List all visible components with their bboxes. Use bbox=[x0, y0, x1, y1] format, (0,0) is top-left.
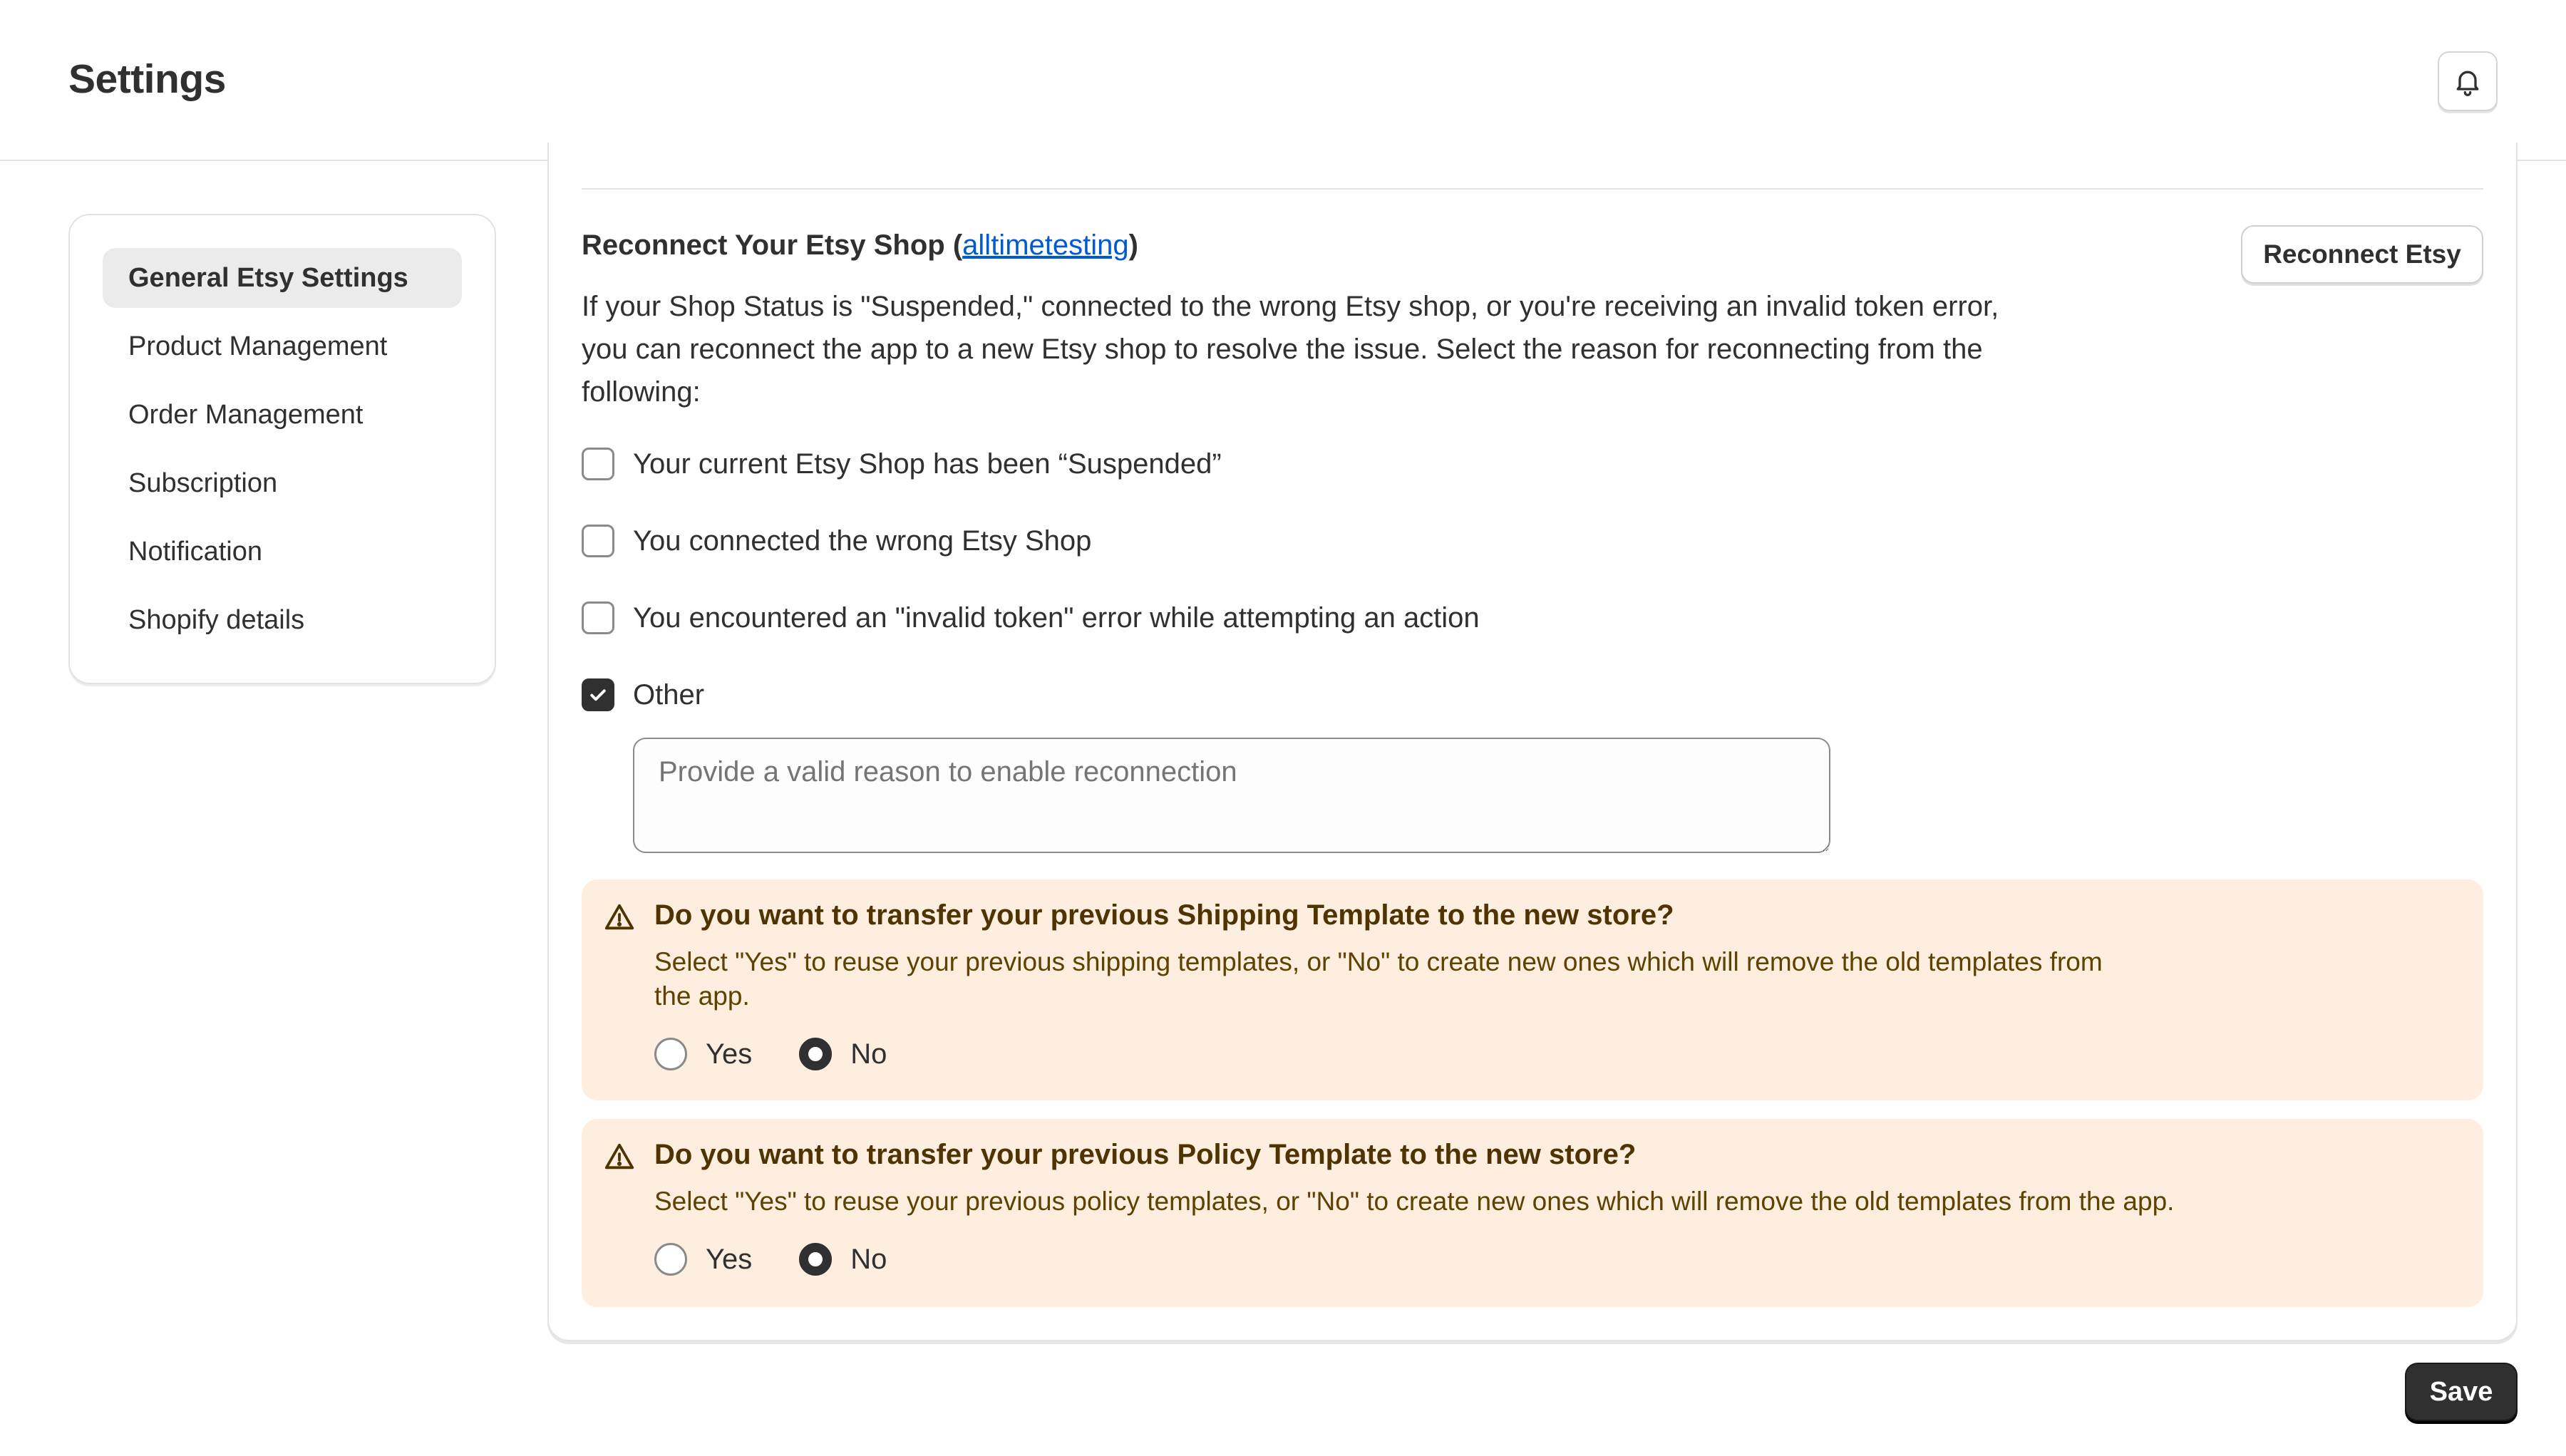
reconnect-etsy-button[interactable]: Reconnect Etsy bbox=[2241, 225, 2483, 284]
shipping-template-banner bbox=[582, 879, 2483, 1100]
sidebar-item-general-etsy-settings[interactable]: General Etsy Settings bbox=[103, 248, 462, 308]
section-divider bbox=[582, 188, 2483, 190]
sidebar-item-order-management[interactable]: Order Management bbox=[128, 399, 364, 430]
reason-invalid-token[interactable] bbox=[582, 600, 1480, 636]
reconnect-heading-text: Reconnect Your Etsy Shop ( bbox=[582, 229, 963, 261]
bell-icon bbox=[2452, 66, 2483, 97]
shipping-transfer-radio-group bbox=[654, 1038, 934, 1070]
other-reason-input[interactable] bbox=[633, 738, 1830, 853]
shipping-yes-radio[interactable] bbox=[654, 1038, 687, 1070]
checkmark-icon bbox=[587, 684, 609, 706]
reason-wrong-shop-checkbox[interactable] bbox=[582, 525, 614, 557]
reason-wrong-shop[interactable] bbox=[582, 523, 1091, 559]
sidebar-item-shopify-details[interactable]: Shopify details bbox=[128, 604, 305, 635]
reason-other-label: Other bbox=[633, 678, 705, 711]
reason-suspended-label: Your current Etsy Shop has been “Suspended” bbox=[633, 448, 1222, 480]
warning-icon bbox=[603, 1140, 636, 1173]
shipping-banner-text bbox=[654, 945, 2103, 1013]
reason-other-checkbox[interactable] bbox=[582, 678, 614, 711]
settings-sidebar bbox=[68, 214, 496, 684]
policy-template-banner bbox=[582, 1119, 2483, 1307]
reason-invalid-token-label: You encountered an "invalid token" error while attempting an action bbox=[633, 601, 1480, 634]
top-bar bbox=[0, 0, 2566, 161]
sidebar-item-notification[interactable]: Notification bbox=[128, 536, 262, 567]
reason-suspended[interactable] bbox=[582, 446, 1222, 482]
shipping-yes-label[interactable]: Yes bbox=[706, 1038, 753, 1070]
notification-button[interactable] bbox=[2438, 51, 2498, 111]
reason-other[interactable] bbox=[582, 677, 704, 713]
shipping-no-label[interactable]: No bbox=[850, 1038, 887, 1070]
policy-banner-text: Select "Yes" to reuse your previous policy templates, or "No" to create new ones which will remove the old templates from the app. bbox=[654, 1187, 2175, 1216]
sidebar-item-product-management[interactable]: Product Management bbox=[128, 331, 388, 361]
shipping-banner-text-line2: the app. bbox=[654, 981, 750, 1011]
policy-no-radio[interactable] bbox=[799, 1243, 832, 1276]
reconnect-heading-suffix: ) bbox=[1128, 229, 1138, 261]
reconnect-description: If your Shop Status is "Suspended," connected to the wrong Etsy shop, or you're receiving an invalid token error, you can reconnect the app to a new Etsy shop to resolve the issue. Select the reason for reconnecting from the following: bbox=[582, 291, 1999, 408]
shop-name-link[interactable]: alltimetesting bbox=[962, 229, 1129, 261]
page-title: Settings bbox=[68, 56, 226, 102]
policy-transfer-radio-group bbox=[654, 1243, 934, 1276]
sidebar-item-subscription[interactable]: Subscription bbox=[128, 468, 278, 498]
shipping-banner-text-line1: Select "Yes" to reuse your previous shipping templates, or "No" to create new ones which will remove the old templates from bbox=[654, 947, 2103, 976]
reconnect-heading bbox=[582, 229, 1138, 262]
reason-suspended-checkbox[interactable] bbox=[582, 448, 614, 480]
warning-icon bbox=[603, 901, 636, 934]
policy-yes-radio[interactable] bbox=[654, 1243, 687, 1276]
shipping-banner-title: Do you want to transfer your previous Shipping Template to the new store? bbox=[654, 899, 1674, 931]
reason-wrong-shop-label: You connected the wrong Etsy Shop bbox=[633, 525, 1092, 557]
policy-banner-title: Do you want to transfer your previous Policy Template to the new store? bbox=[654, 1139, 1637, 1170]
reason-invalid-token-checkbox[interactable] bbox=[582, 601, 614, 634]
shipping-no-radio[interactable] bbox=[799, 1038, 832, 1070]
policy-yes-label[interactable]: Yes bbox=[706, 1243, 753, 1275]
save-button[interactable]: Save bbox=[2405, 1363, 2518, 1421]
policy-no-label[interactable]: No bbox=[850, 1243, 887, 1275]
